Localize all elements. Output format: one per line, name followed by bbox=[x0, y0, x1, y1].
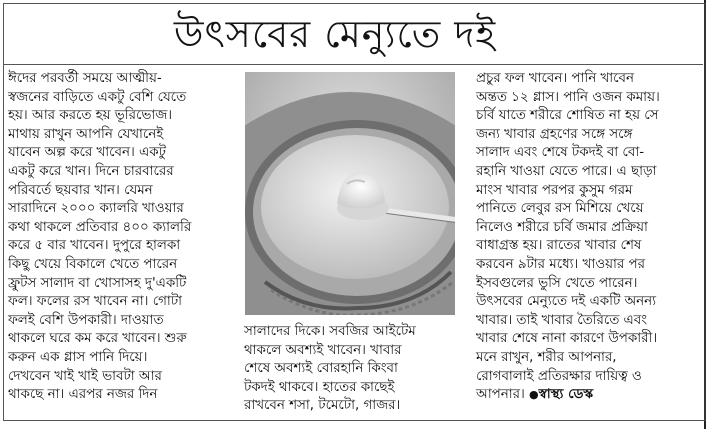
headline-box bbox=[150, 6, 520, 62]
body-column-1: ঈদের পরবর্তী সময়ে আত্মীয়- স্বজনের বাড়িতে একটু বেশি যেতে হয়। আর করতে হয় ভূরিভোজ। মাথায় রাখুন আপনি যেখানেই যাবেন অল্প করে খাবেন। একটু একটু করে খান। দিনে চারবারের পরিবর্তে ছয়বার খান। যেমন সারাদিনে ২০০০ ক্যালরি খাওয়ার কথা থাকলে প্রতিবার ৪০০ ক্যালরি করে ৫ বার খাবেন। দুপুরে হালকা কিছু খেয়ে বিকালে খেতে পারেন ফ্রুটস সালাদ বা খোসাসহ দু'একটি ফল। ফলের রস খাবেন না। গোটা ফলই বেশি উপকারী। দাওয়াত থাকলে ঘরে কম করে খাবেন। শুরু করুন এক গ্লাস পানি দিয়ে। দেখবেন খাই খাই ভাবটা আর থাকছে না। এরপর নজর দিন bbox=[8, 71, 192, 403]
column-3-text: প্রচুর ফল খাবেন। পানি খাবেন অন্তত ১২ গ্লাস। পানি ওজন কমায়। চর্বি যাতে শরীরে শোষিত না হয় সে জন্য খাবার গ্রহণের সঙ্গে সঙ্গে সালাদ এবং শেষে টকদই বা বো- রহানি খাওয়া যেতে পারে। এ ছাড়া মাংস খাবার পরপর কুসুম গরম পানিতে লেবুর রস মিশিয়ে খেয়ে নিলেও শরীরে চর্বি জমার প্রক্রিয়া বাধাগ্রস্ত হয়। রাতের খাবার শেষ করবেন ৯টার মধ্যে। খাওয়ার পর ইসবগুলের ভুসি খেতে পারেন। উৎসবের মেন্যুতে দই একটি অনন্য খাবার। তাই খাবার তৈরিতে এবং খাবার শেষে নানা কারণে উপকারী। মনে রাখুন, শরীর আপনার, রোগবালাই প্রতিরক্ষার দায়িত্ব ও আপনার। bbox=[476, 71, 660, 403]
byline-bullet: ● bbox=[529, 388, 539, 402]
title-divider bbox=[3, 64, 703, 65]
yogurt-bowl-photo bbox=[245, 72, 455, 315]
article-title: উৎসবের মেন্যুতে দই bbox=[173, 12, 497, 56]
body-column-3 bbox=[476, 70, 702, 405]
yogurt-bowl-illustration bbox=[245, 72, 455, 315]
byline: স্বাস্থ্য ডেস্ক bbox=[538, 387, 594, 403]
body-column-2: সালাদের দিকে। সবজির আইটেম থাকলে অবশ্যই খাবেন। খাবার শেষে অবশ্যই বোরহানি কিংবা টকদই থাকবে। হাতের কাছেই রাখবেন শসা, টমেটো, গাজর। bbox=[244, 324, 416, 414]
